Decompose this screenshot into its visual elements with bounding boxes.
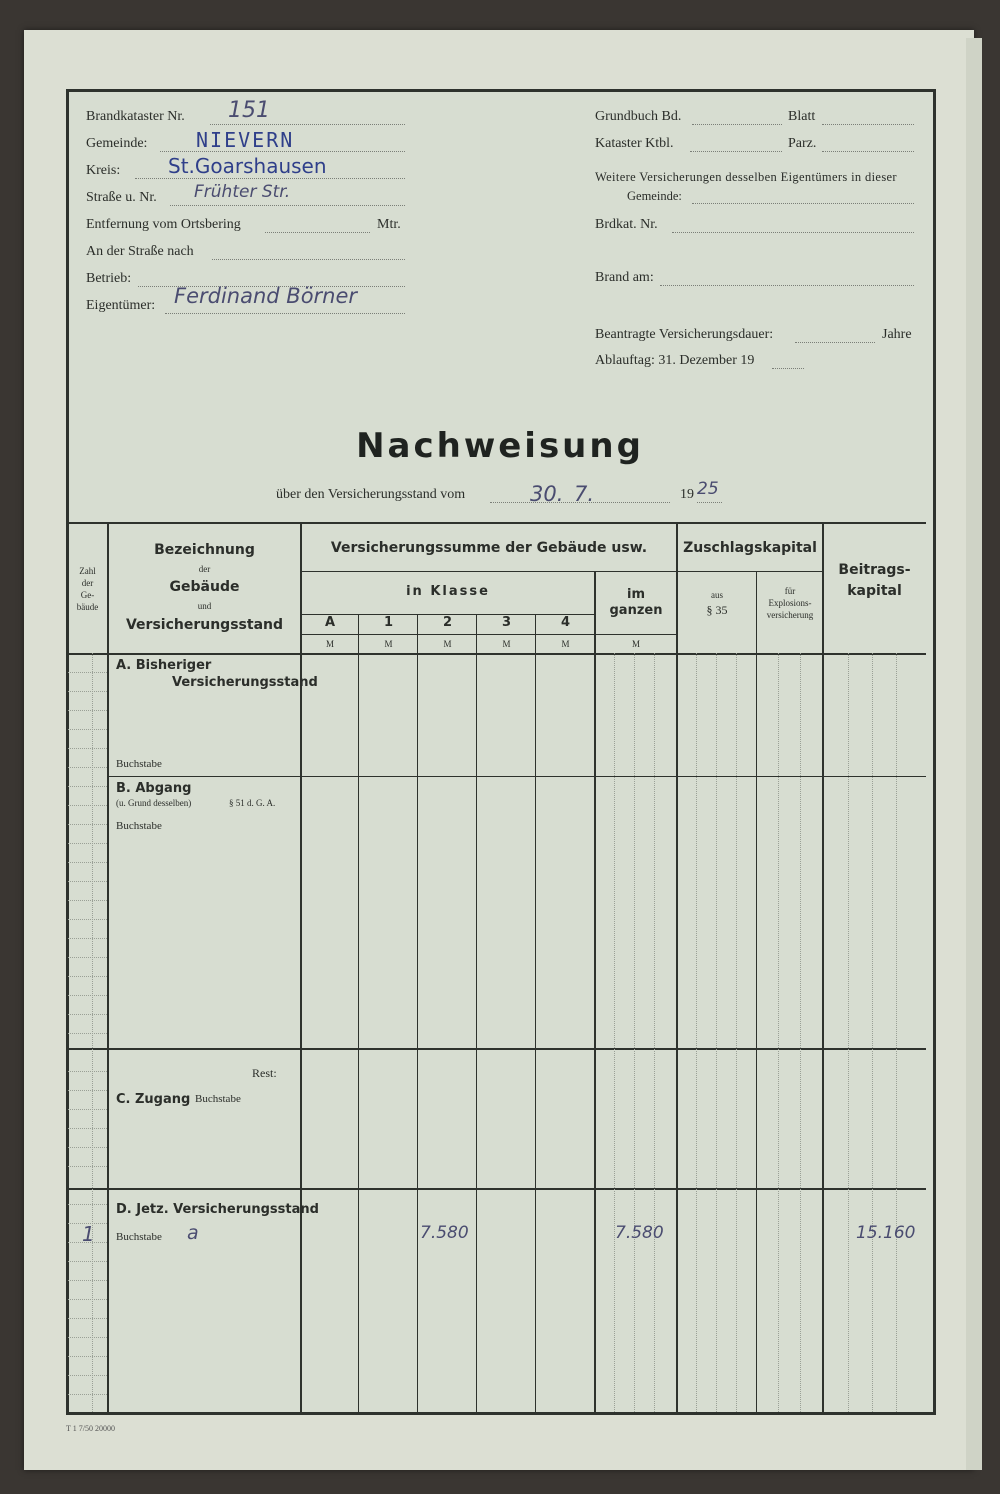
zahl-header-line: der	[81, 578, 94, 588]
col-3-rule	[535, 614, 536, 1412]
faint-row	[68, 1394, 107, 1395]
document-title: Nachweisung	[356, 426, 644, 466]
klasse-a-header: A	[324, 615, 336, 630]
faint-row	[68, 938, 107, 939]
section-b-buchstabe: Buchstabe	[116, 820, 162, 832]
brand-label: Brand am:	[595, 270, 654, 285]
faint-col	[896, 653, 897, 1412]
table-top-rule	[68, 522, 926, 524]
zuschlag-header: Zuschlagskapital	[683, 540, 817, 556]
blatt-line	[822, 124, 914, 125]
eigentuemer-label: Eigentümer:	[86, 298, 156, 313]
unit-4: M	[561, 639, 570, 649]
grundbuch-line	[692, 124, 782, 125]
betrieb-label: Betrieb:	[86, 271, 132, 286]
im-ganzen-line: ganzen	[609, 603, 663, 618]
section-b-paragraph: § 51 d. G. A.	[229, 798, 276, 808]
kreis-stamp: St.Goarshausen	[168, 154, 327, 178]
header-klasse-letters-rule	[301, 634, 595, 635]
faint-col	[614, 653, 615, 1412]
weitere-line2: Gemeinde:	[627, 189, 682, 203]
faint-col	[736, 653, 737, 1412]
kreis-line	[135, 178, 405, 179]
section-b-grund: (u. Grund desselben)	[116, 798, 192, 808]
faint-col	[654, 653, 655, 1412]
klasse-3-header: 3	[501, 615, 512, 630]
title-year-line	[697, 502, 722, 503]
section-c-rest: Rest:	[252, 1066, 277, 1080]
beitrags-header	[823, 560, 926, 602]
brandkataster-line	[210, 124, 405, 125]
col-4-rule	[594, 571, 596, 1412]
explosion-header-line: versicherung	[766, 610, 814, 620]
explosion-header	[757, 585, 823, 621]
faint-row	[68, 786, 107, 787]
faint-row	[68, 805, 107, 806]
entfernung-line	[265, 232, 370, 233]
title-date-day: 30.	[530, 482, 564, 506]
section-a-buchstabe: Buchstabe	[116, 758, 162, 770]
faint-row	[68, 881, 107, 882]
title-year-suffix: 25	[697, 479, 719, 499]
zahl-header-line: Ge-	[80, 590, 95, 600]
section-c-rule	[68, 1188, 926, 1190]
zahl-header-line: bäude	[76, 602, 99, 612]
im-ganzen-line: im	[626, 587, 645, 602]
print-code: T 1 7/50 20000	[66, 1424, 115, 1433]
zahl-header-line: Zahl	[79, 566, 96, 576]
faint-row	[68, 957, 107, 958]
summe-header: Versicherungssumme der Gebäude usw.	[330, 540, 648, 556]
faint-row	[68, 710, 107, 711]
zahl-header	[68, 565, 107, 613]
entfernung-label: Entfernung vom Ortsbering	[86, 217, 241, 232]
ablauf-line	[772, 368, 804, 369]
faint-col	[716, 653, 717, 1412]
col-zahl-rule	[107, 522, 109, 1412]
section-a-title: A. Bisheriger	[116, 658, 212, 673]
strasse-label: Straße u. Nr.	[86, 190, 157, 205]
gemeinde-label: Gemeinde:	[86, 136, 148, 151]
header-ganzen-rule	[595, 634, 677, 635]
dauer-label: Beantragte Versicherungsdauer:	[595, 327, 774, 342]
faint-col	[696, 653, 697, 1412]
grundbuch-label: Grundbuch Bd.	[595, 109, 682, 124]
faint-col	[800, 653, 801, 1412]
col-aus-rule	[756, 571, 757, 1412]
section-a-subtitle: Versicherungsstand	[172, 675, 318, 690]
faint-col	[848, 653, 849, 1412]
section-b-title: B. Abgang	[116, 781, 192, 796]
col-bez-rule	[300, 522, 302, 1412]
faint-row	[68, 1375, 107, 1376]
faint-row	[68, 1014, 107, 1015]
ablauf-label: Ablauftag: 31. Dezember 19	[595, 353, 755, 368]
col-2-rule	[476, 614, 477, 1412]
eigentuemer-value: Ferdinand Börner	[174, 284, 358, 308]
header-zuschlag-rule	[677, 571, 823, 572]
faint-row	[68, 976, 107, 977]
col-a-rule	[358, 614, 359, 1412]
parz-line	[822, 151, 914, 152]
faint-row	[68, 1033, 107, 1034]
entry-klasse-2: 7.580	[420, 1223, 469, 1243]
aus-header: aus	[711, 590, 723, 600]
faint-row	[68, 1147, 107, 1148]
unit-ganzen: M	[631, 639, 640, 649]
entry-buchstabe: a	[187, 1222, 199, 1244]
brandkataster-label: Brandkataster Nr.	[86, 109, 185, 124]
faint-row	[68, 729, 107, 730]
bez-header-gebaeude: Gebäude	[169, 579, 240, 595]
weitere-line	[692, 203, 914, 204]
title-sub-label: über den Versicherungsstand vom	[276, 487, 466, 502]
faint-row	[68, 824, 107, 825]
section-c-buchstabe: Buchstabe	[195, 1093, 241, 1105]
entry-beitragskapital: 15.160	[856, 1223, 916, 1243]
faint-row	[68, 672, 107, 673]
faint-col	[872, 653, 873, 1412]
beitrags-header-line: Beitrags-	[838, 562, 911, 578]
an-strasse-line	[212, 259, 405, 260]
table-header-bottom-rule	[68, 653, 926, 655]
faint-row	[68, 1280, 107, 1281]
faint-row	[68, 1204, 107, 1205]
in-klasse-header: in Klasse	[406, 584, 490, 599]
faint-row	[68, 691, 107, 692]
an-strasse-label: An der Straße nach	[86, 244, 194, 259]
klasse-2-header: 2	[442, 615, 453, 630]
eigentuemer-line	[165, 313, 405, 314]
faint-row	[68, 1090, 107, 1091]
parz-label: Parz.	[788, 136, 817, 151]
unit-2: M	[443, 639, 452, 649]
dauer-line	[795, 342, 875, 343]
par35-header: § 35	[706, 603, 728, 617]
explosion-header-line: Explosions-	[768, 598, 812, 608]
section-d-buchstabe: Buchstabe	[116, 1231, 162, 1243]
kreis-label: Kreis:	[86, 163, 121, 178]
bez-header-title: Bezeichnung	[154, 542, 255, 558]
entry-zahl: 1	[82, 1222, 95, 1246]
explosion-header-line: für	[784, 586, 796, 596]
entry-im-ganzen: 7.580	[615, 1223, 664, 1243]
unit-a: M	[325, 639, 334, 649]
section-a-rule	[108, 776, 926, 777]
faint-row	[68, 995, 107, 996]
kataster-line	[690, 151, 782, 152]
col-ganzen-rule	[676, 522, 678, 1412]
beitrags-header-line: kapital	[847, 583, 902, 599]
faint-row	[68, 1128, 107, 1129]
section-b-rule	[68, 1048, 926, 1050]
entfernung-unit: Mtr.	[377, 217, 401, 232]
brdkat-label: Brdkat. Nr.	[595, 217, 658, 232]
faint-row	[68, 1261, 107, 1262]
dauer-unit: Jahre	[882, 327, 912, 342]
faint-row	[68, 919, 107, 920]
col-explosion-rule	[822, 522, 824, 1412]
section-d-title: D. Jetz. Versicherungsstand	[116, 1202, 319, 1217]
faint-row	[68, 1071, 107, 1072]
weitere-line1: Weitere Versicherungen desselben Eigentümers in dieser	[595, 170, 897, 184]
faint-row	[68, 1356, 107, 1357]
faint-row	[68, 900, 107, 901]
faint-row	[68, 1337, 107, 1338]
faint-row	[68, 843, 107, 844]
klasse-1-header: 1	[383, 615, 394, 630]
faint-row	[68, 767, 107, 768]
unit-1: M	[384, 639, 393, 649]
col-1-rule	[417, 614, 418, 1412]
im-ganzen-header	[595, 587, 677, 619]
faint-row	[68, 1299, 107, 1300]
bez-header-der: der	[198, 564, 211, 574]
strasse-value: Frühter Str.	[194, 182, 291, 202]
paper-edge	[966, 38, 982, 1470]
unit-3: M	[502, 639, 511, 649]
section-c-title: C. Zugang	[116, 1092, 191, 1107]
faint-row	[68, 748, 107, 749]
title-date-month: 7.	[574, 482, 595, 506]
faint-row	[68, 862, 107, 863]
faint-row	[68, 1109, 107, 1110]
blatt-label: Blatt	[788, 109, 816, 124]
faint-row	[68, 1318, 107, 1319]
brand-line	[660, 285, 914, 286]
faint-col	[634, 653, 635, 1412]
brdkat-line	[672, 232, 914, 233]
gemeinde-stamp: NIEVERN	[196, 128, 295, 152]
brandkataster-value: 151	[228, 98, 270, 123]
faint-col	[778, 653, 779, 1412]
klasse-4-header: 4	[560, 615, 571, 630]
bez-header-und: und	[197, 601, 212, 611]
kataster-label: Kataster Ktbl.	[595, 136, 674, 151]
title-year-prefix: 19	[680, 487, 694, 502]
strasse-line	[170, 205, 405, 206]
bez-header-vers: Versicherungsstand	[125, 617, 283, 633]
faint-row	[68, 1166, 107, 1167]
